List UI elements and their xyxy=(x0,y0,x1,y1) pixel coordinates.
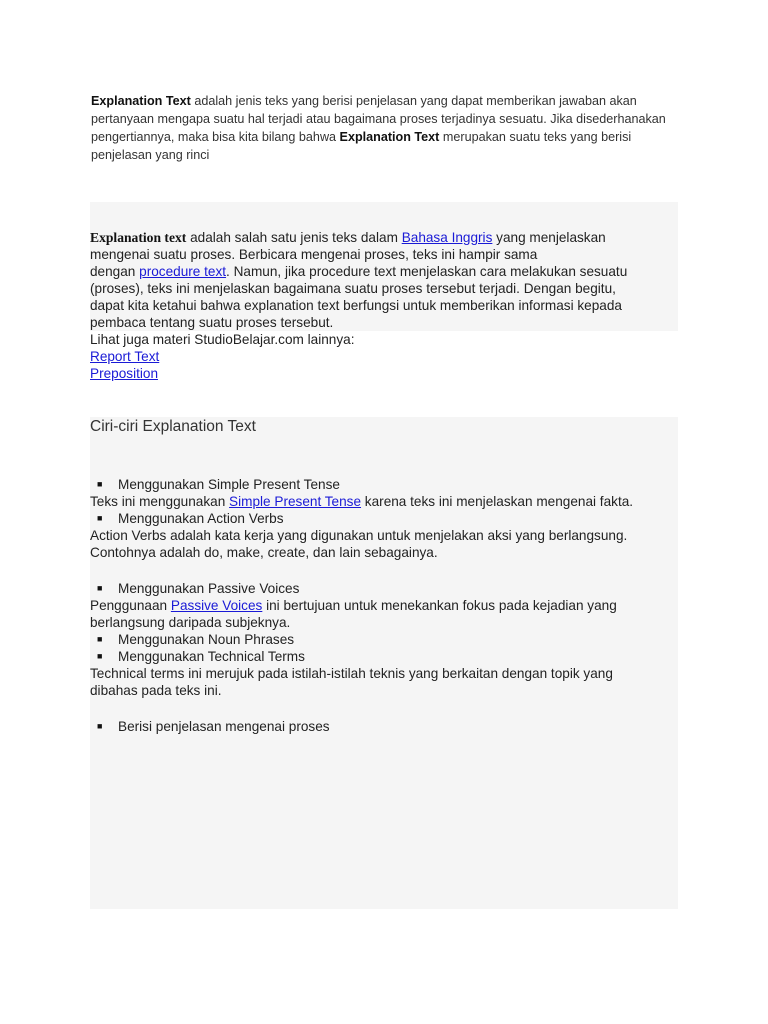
item-description: Contohnya adalah do, make, create, dan lain sebagainya. xyxy=(90,545,438,560)
bullet-icon: ■ xyxy=(97,721,103,731)
see-also-section xyxy=(90,331,354,382)
definition-text: dengan xyxy=(90,264,140,279)
description-text: ini bertujuan untuk menekankan fokus pada kejadian yang xyxy=(262,598,617,613)
bullet-icon: ■ xyxy=(97,479,103,489)
list-item-label: Menggunakan Passive Voices xyxy=(118,581,300,596)
list-item-label: Menggunakan Noun Phrases xyxy=(118,632,295,647)
intro-bold-term: Explanation Text xyxy=(91,94,191,108)
list-item-label: Berisi penjelasan mengenai proses xyxy=(118,719,330,734)
definition-text: adalah salah satu jenis teks dalam xyxy=(186,230,402,245)
item-description: dibahas pada teks ini. xyxy=(90,683,222,698)
characteristics-list xyxy=(90,476,678,735)
definition-text: . Namun, jika procedure text menjelaskan cara melakukan sesuatu xyxy=(226,264,628,279)
bullet-icon: ■ xyxy=(97,583,103,593)
simple-present-tense-link[interactable]: Simple Present Tense xyxy=(229,494,362,509)
list-item-label: Menggunakan Technical Terms xyxy=(118,649,305,664)
list-item-label: Menggunakan Action Verbs xyxy=(118,511,284,526)
definition-line: mengenai suatu proses. Berbicara mengenai proses, teks ini hampir sama xyxy=(90,247,538,262)
list-item xyxy=(90,648,678,665)
bullet-icon: ■ xyxy=(97,651,103,661)
list-item xyxy=(90,718,678,735)
list-item xyxy=(90,631,678,648)
item-description: berlangsung daripada subjeknya. xyxy=(90,615,291,630)
intro-text-1: adalah jenis teks yang berisi penjelasan yang dapat memberikan jawaban akan pertanyaan mengapa suatu hal terjadi atau bagaimana proses terjadinya sesuatu. Jika disederhanakan pengertiannya, maka bisa kita bilang bahwa xyxy=(91,94,666,144)
bullet-icon: ■ xyxy=(97,513,103,523)
definition-paragraph xyxy=(90,229,675,331)
item-description xyxy=(90,493,678,510)
intro-bold-term-2: Explanation Text xyxy=(339,130,440,144)
section-heading: Ciri-ciri Explanation Text xyxy=(90,418,256,435)
report-text-link[interactable]: Report Text xyxy=(90,349,160,364)
passive-voices-link[interactable]: Passive Voices xyxy=(170,598,263,613)
procedure-text-link[interactable]: procedure text xyxy=(139,264,227,279)
definition-text: yang menjelaskan xyxy=(492,230,606,245)
bahasa-inggris-link[interactable]: Bahasa Inggris xyxy=(401,230,493,245)
description-text: Penggunaan xyxy=(90,598,171,613)
item-description: Technical terms ini merujuk pada istilah-istilah teknis yang berkaitan dengan topik yang xyxy=(90,666,613,681)
bullet-icon: ■ xyxy=(97,634,103,644)
definition-bold-term: Explanation text xyxy=(90,230,187,245)
definition-line: dapat kita ketahui bahwa explanation text berfungsi untuk memberikan informasi kepada xyxy=(90,298,622,313)
description-text: karena teks ini menjelaskan mengenai fakta. xyxy=(361,494,634,509)
see-also-label: Lihat juga materi StudioBelajar.com lainnya: xyxy=(90,332,355,347)
intro-text-2: merupakan suatu teks yang berisi penjelasan yang rinci xyxy=(91,130,632,162)
definition-line xyxy=(90,229,675,246)
intro-paragraph xyxy=(91,92,671,164)
definition-line xyxy=(90,263,675,280)
item-description: Action Verbs adalah kata kerja yang digunakan untuk menjelakan aksi yang berlangsung. xyxy=(90,528,628,543)
description-text: Teks ini menggunakan xyxy=(90,494,230,509)
definition-line: (proses), teks ini menjelaskan bagaimana suatu proses tersebut terjadi. Dengan begitu, xyxy=(90,281,616,296)
list-item-label: Menggunakan Simple Present Tense xyxy=(118,477,340,492)
list-item xyxy=(90,476,678,493)
list-item xyxy=(90,580,678,597)
preposition-link[interactable]: Preposition xyxy=(90,366,159,381)
definition-line: pembaca tentang suatu proses tersebut. xyxy=(90,315,334,330)
list-item xyxy=(90,510,678,527)
item-description xyxy=(90,597,678,614)
